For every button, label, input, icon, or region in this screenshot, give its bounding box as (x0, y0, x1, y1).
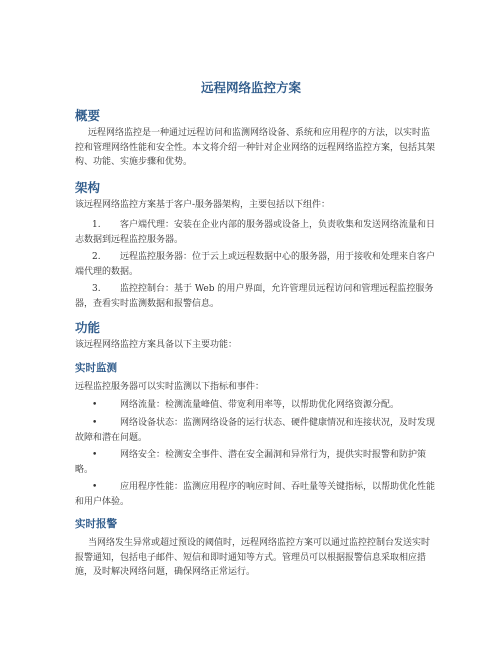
list-item-text: 网络安全：检测安全事件、潜在安全漏洞和异常行为，提供实时报警和防护策略。 (75, 450, 427, 475)
architecture-item-2 (75, 250, 435, 279)
realtime-item-2 (75, 416, 435, 445)
list-number: 3. (92, 284, 101, 294)
architecture-item-1 (75, 218, 435, 247)
list-number: 1. (92, 220, 101, 230)
bullet-marker: • (92, 450, 98, 460)
list-item-text: 客户端代理：安装在企业内部的服务器或设备上，负责收集和发送网络流量和日志数据到远程监控服务器。 (75, 220, 436, 245)
bullet-marker: • (92, 418, 98, 428)
document-title: 远程网络监控方案 (200, 80, 301, 95)
list-item-text: 网络设备状态：监测网络设备的运行状态、硬件健康情况和连接状况，及时发现故障和潜在问题。 (75, 418, 436, 443)
features-heading: 功能 (75, 320, 101, 335)
list-number: 2. (92, 252, 101, 262)
architecture-item-3 (75, 282, 435, 311)
alerts-paragraph: 当网络发生异常或超过预设的阈值时，远程网络监控方案可以通过监控控制台发送实时报警通知，包括电子邮件、短信和即时通知等方式。管理员可以根据报警信息采取相应措施，及时解决网络问题，确保网络正常运行。 (75, 538, 431, 577)
list-item-text: 远程监控服务器：位于云上或远程数据中心的服务器，用于接收和处理来自客户端代理的数据。 (75, 252, 436, 277)
realtime-intro: 远程监控服务器可以实时监测以下指标和事件： (75, 382, 265, 392)
overview-paragraph: 远程网络监控是一种通过远程访问和监测网络设备、系统和应用程序的方法，以实时监控和管理网络性能和安全性。本文将介绍一种针对企业网络的远程网络监控方案，包括其架构、功能、实施步骤和优势。 (75, 128, 436, 167)
features-intro: 该远程网络监控方案具备以下主要功能： (75, 340, 238, 350)
overview-heading: 概要 (75, 108, 101, 123)
realtime-item-3 (75, 448, 435, 477)
realtime-item-1 (75, 398, 435, 413)
bullet-marker: • (92, 482, 98, 492)
realtime-heading: 实时监测 (75, 362, 117, 374)
architecture-heading: 架构 (75, 180, 101, 195)
list-item-text: 监控控制台：基于 Web 的用户界面，允许管理员远程访问和管理远程监控服务器，查看实时监测数据和报警信息。 (75, 284, 434, 309)
alerts-heading: 实时报警 (75, 518, 117, 530)
bullet-marker: • (92, 400, 98, 410)
list-item-text: 应用程序性能：监测应用程序的响应时间、吞吐量等关键指标，以帮助优化性能和用户体验。 (75, 482, 436, 507)
list-item-text: 网络流量：检测流量峰值、带宽利用率等，以帮助优化网络资源分配。 (120, 400, 400, 410)
realtime-item-4 (75, 480, 435, 509)
architecture-intro: 该远程网络监控方案基于客户-服务器架构，主要包括以下组件： (75, 200, 331, 210)
